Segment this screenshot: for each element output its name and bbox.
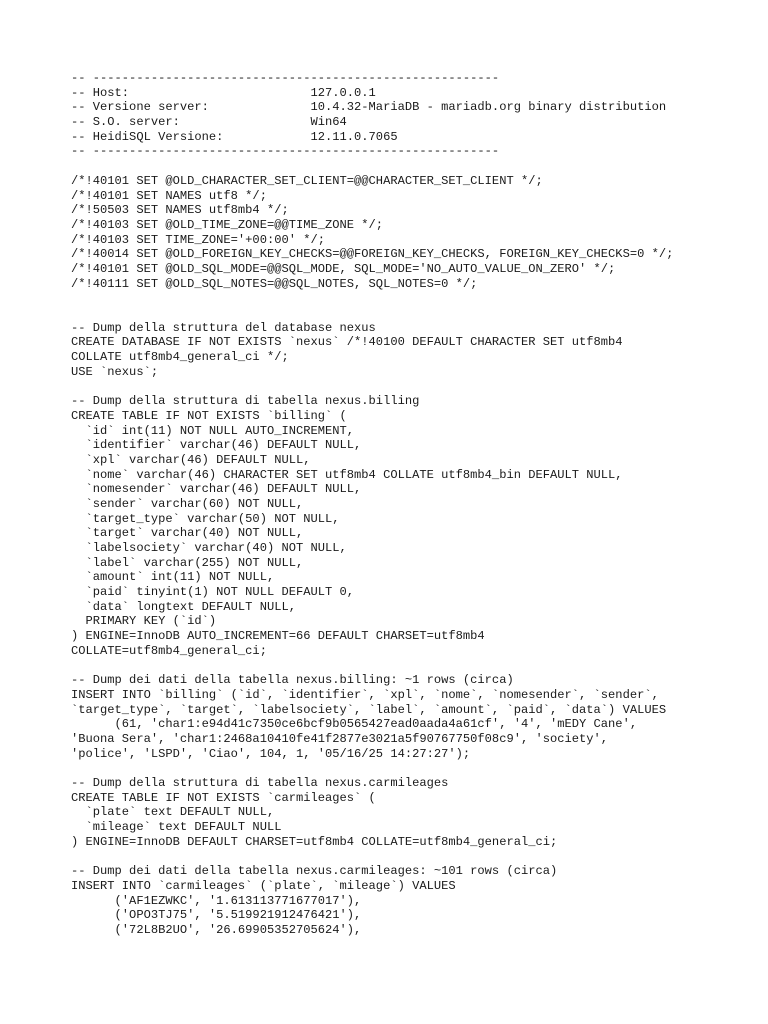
code-line: `plate` text DEFAULT NULL, xyxy=(71,805,275,820)
code-line: 'police', 'LSPD', 'Ciao', 104, 1, '05/16/25 14:27:27'); xyxy=(71,746,471,761)
code-line: PRIMARY KEY (`id`) xyxy=(71,614,217,629)
code-line: ('OPO3TJ75', '5.519921912476421'), xyxy=(71,908,362,923)
code-line: `nomesender` varchar(46) DEFAULT NULL, xyxy=(71,482,362,497)
code-line: `target` varchar(40) NOT NULL, xyxy=(71,526,304,541)
code-line: -- Dump della struttura del database nexus xyxy=(71,320,376,335)
code-line: /*!40111 SET @OLD_SQL_NOTES=@@SQL_NOTES, SQL_NOTES=0 */; xyxy=(71,276,478,291)
code-line: `identifier` varchar(46) DEFAULT NULL, xyxy=(71,438,362,453)
code-line: INSERT INTO `billing` (`id`, `identifier`, `xpl`, `nome`, `nomesender`, `sender`, xyxy=(71,687,659,702)
code-line: `target_type`, `target`, `labelsociety`, `label`, `amount`, `paid`, `data`) VALUES xyxy=(71,702,667,717)
code-line: /*!50503 SET NAMES utf8mb4 */; xyxy=(71,203,289,218)
code-line: `paid` tinyint(1) NOT NULL DEFAULT 0, xyxy=(71,585,355,600)
code-line: (61, 'char1:e94d41c7350ce6bcf9b0565427ead0aada4a61cf', '4', 'mEDY Cane', xyxy=(71,717,638,732)
code-line: `mileage` text DEFAULT NULL xyxy=(71,820,282,835)
code-line: -- Dump della struttura di tabella nexus.billing xyxy=(71,394,420,409)
code-line: USE `nexus`; xyxy=(71,364,159,379)
code-line: `sender` varchar(60) NOT NULL, xyxy=(71,496,304,511)
code-line: `label` varchar(255) NOT NULL, xyxy=(71,555,304,570)
code-line: -- Dump dei dati della tabella nexus.carmileages: ~101 rows (circa) xyxy=(71,864,558,879)
code-line: -- -------------------------------------------------------- xyxy=(71,144,500,159)
code-line: `amount` int(11) NOT NULL, xyxy=(71,570,275,585)
sql-dump-text xyxy=(71,71,761,938)
code-line: ) ENGINE=InnoDB DEFAULT CHARSET=utf8mb4 COLLATE=utf8mb4_general_ci; xyxy=(71,834,558,849)
code-line: `xpl` varchar(46) DEFAULT NULL, xyxy=(71,452,311,467)
blank-line xyxy=(71,306,761,321)
blank-line xyxy=(71,849,761,864)
blank-line xyxy=(71,159,761,174)
code-line: ('72L8B2UO', '26.69905352705624'), xyxy=(71,922,362,937)
code-line: `target_type` varchar(50) NOT NULL, xyxy=(71,511,340,526)
blank-line xyxy=(71,659,761,674)
code-line: CREATE TABLE IF NOT EXISTS `carmileages` ( xyxy=(71,790,376,805)
code-line: CREATE TABLE IF NOT EXISTS `billing` ( xyxy=(71,408,347,423)
code-line: /*!40103 SET @OLD_TIME_ZONE=@@TIME_ZONE */; xyxy=(71,217,384,232)
code-line: /*!40014 SET @OLD_FOREIGN_KEY_CHECKS=@@FOREIGN_KEY_CHECKS, FOREIGN_KEY_CHECKS=0 */; xyxy=(71,247,674,262)
code-line: -- HeidiSQL Versione: 12.11.0.7065 xyxy=(71,129,398,144)
code-line: COLLATE=utf8mb4_general_ci; xyxy=(71,643,267,658)
code-line: COLLATE utf8mb4_general_ci */; xyxy=(71,350,289,365)
code-line: /*!40101 SET @OLD_CHARACTER_SET_CLIENT=@@CHARACTER_SET_CLIENT */; xyxy=(71,173,543,188)
code-line: /*!40101 SET @OLD_SQL_MODE=@@SQL_MODE, SQL_MODE='NO_AUTO_VALUE_ON_ZERO' */; xyxy=(71,261,616,276)
code-line: -- Dump dei dati della tabella nexus.billing: ~1 rows (circa) xyxy=(71,673,514,688)
code-line: 'Buona Sera', 'char1:2468a10410fe41f2877e3021a5f90767750f08c9', 'society', xyxy=(71,731,609,746)
code-line: ('AF1EZWKC', '1.613113771677017'), xyxy=(71,893,362,908)
code-line: CREATE DATABASE IF NOT EXISTS `nexus` /*!40100 DEFAULT CHARACTER SET utf8mb4 xyxy=(71,335,623,350)
blank-line xyxy=(71,379,761,394)
code-line: /*!40101 SET NAMES utf8 */; xyxy=(71,188,267,203)
code-line: `nome` varchar(46) CHARACTER SET utf8mb4 COLLATE utf8mb4_bin DEFAULT NULL, xyxy=(71,467,623,482)
code-line: -- Dump della struttura di tabella nexus.carmileages xyxy=(71,776,449,790)
blank-line xyxy=(71,291,761,306)
code-line: INSERT INTO `carmileages` (`plate`, `mileage`) VALUES xyxy=(71,878,456,893)
code-line: `data` longtext DEFAULT NULL, xyxy=(71,599,296,614)
code-line: /*!40103 SET TIME_ZONE='+00:00' */; xyxy=(71,232,326,247)
code-line: `labelsociety` varchar(40) NOT NULL, xyxy=(71,541,347,555)
code-line: -- -------------------------------------------------------- xyxy=(71,71,500,85)
blank-line xyxy=(71,761,761,776)
code-line: -- Host: 127.0.0.1 xyxy=(71,85,376,100)
code-line: -- S.O. server: Win64 xyxy=(71,115,347,130)
code-line: `id` int(11) NOT NULL AUTO_INCREMENT, xyxy=(71,423,355,438)
code-line: ) ENGINE=InnoDB AUTO_INCREMENT=66 DEFAULT CHARSET=utf8mb4 xyxy=(71,629,485,644)
code-line: -- Versione server: 10.4.32-MariaDB - mariadb.org binary distribution xyxy=(71,100,667,115)
